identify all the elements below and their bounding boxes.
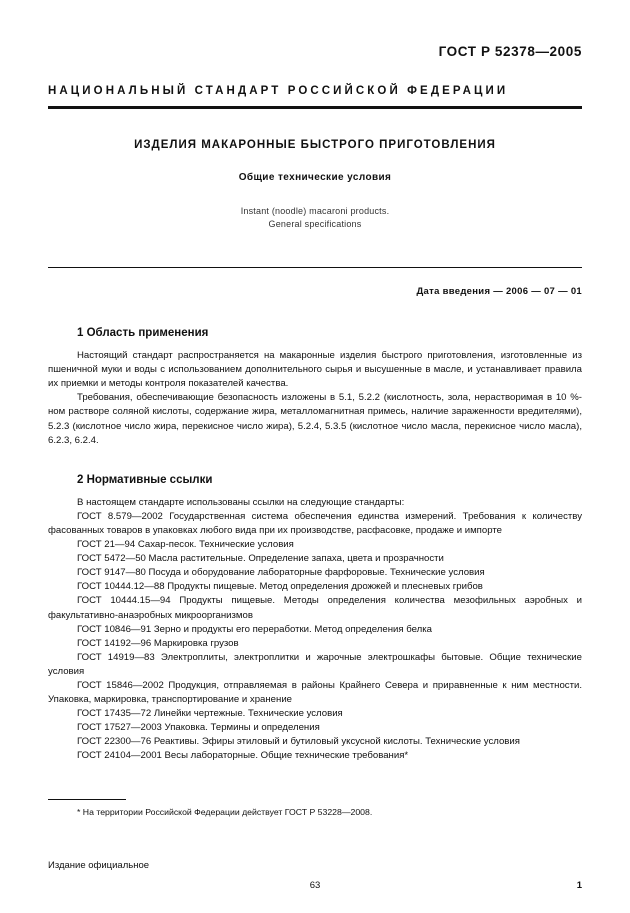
title-english-line1: Instant (noodle) macaroni products. <box>240 206 390 216</box>
list-item: ГОСТ 24104—2001 Весы лабораторные. Общие технические требования* <box>77 750 409 762</box>
list-item: ГОСТ 10444.12—88 Продукты пищевые. Метод определения дрожжей и плесневых грибов <box>77 581 483 593</box>
list-item: ГОСТ 5472—50 Масла растительные. Определение запаха, цвета и прозрачности <box>77 553 444 565</box>
title-divider <box>48 267 582 268</box>
footnote-block <box>48 799 582 817</box>
list-item: ГОСТ 21—94 Сахар-песок. Технические условия <box>77 539 294 551</box>
title-english <box>48 205 582 231</box>
page-number-right: 1 <box>576 880 582 891</box>
list-item: ГОСТ 8.579—2002 Государственная система обеспечения единства измерений. Требования к количеству фасованных товаров в упаковках любого вида при их производстве, расфасовке, продаже и импорте <box>48 510 582 536</box>
references-list <box>48 510 582 764</box>
effective-date: Дата введения — 2006 — 07 — 01 <box>416 286 582 298</box>
document-title: ИЗДЕЛИЯ МАКАРОННЫЕ БЫСТРОГО ПРИГОТОВЛЕНИЯ <box>134 139 496 151</box>
publication-note: Издание официальное <box>48 860 150 871</box>
page-number-center: 63 <box>309 880 321 891</box>
national-standard-line: НАЦИОНАЛЬНЫЙ СТАНДАРТ РОССИЙСКОЙ ФЕДЕРАЦИИ <box>48 85 509 97</box>
list-item: ГОСТ 17527—2003 Упаковка. Термины и определения <box>77 722 320 734</box>
footnote-divider <box>48 799 126 800</box>
references-intro: В настоящем стандарте использованы ссылки на следующие стандарты: <box>77 496 405 508</box>
document-number: ГОСТ Р 52378—2005 <box>438 44 582 59</box>
document-subtitle: Общие технические условия <box>238 172 392 183</box>
title-english-line2: General specifications <box>268 219 362 230</box>
scope-paragraph-2: Требования, обеспечивающие безопасность изложены в 5.1, 5.2.2 (кислотность, зола, нерастворимая в 10 %-ном растворе соляной кислоты, содержание жира, металломагнитная примесь, наличие зараженности вредителями), 5.2.3 (кислотное число жира, перекисное число жира), 5.2.4, 5.3.5 (кислотное число масла, перекисное число масла), 6.2.3, 6.2.4. <box>48 392 582 446</box>
title-block <box>48 139 582 231</box>
footnote-text: * На территории Российской Федерации действует ГОСТ Р 53228—2008. <box>77 807 373 817</box>
list-item: ГОСТ 15846—2002 Продукция, отправляемая в районы Крайнего Севера и приравненные к ним местности. Упаковка, маркировка, транспортирование и хранение <box>48 679 582 706</box>
list-item: ГОСТ 14919—83 Электроплиты, электроплитки и жарочные электрошкафы бытовые. Общие технические условия <box>48 651 582 677</box>
list-item: ГОСТ 17435—72 Линейки чертежные. Технические условия <box>77 708 343 720</box>
list-item: ГОСТ 10846—91 Зерно и продукты его переработки. Метод определения белка <box>77 623 432 635</box>
list-item: ГОСТ 22300—76 Реактивы. Эфиры этиловый и бутиловый уксусной кислоты. Технические условия <box>77 736 520 748</box>
list-item: ГОСТ 9147—80 Посуда и оборудование лабораторные фарфоровые. Технические условия <box>77 567 485 579</box>
list-item: ГОСТ 14192—96 Маркировка грузов <box>77 637 239 649</box>
page-footer <box>48 860 582 871</box>
section-heading-scope: 1 Область применения <box>77 327 209 340</box>
scope-paragraph-1: Настоящий стандарт распространяется на макаронные изделия быстрого приготовления, изготовленные из пшеничной муки и воды с использованием дополнительного сырья и высушенные в масле, и устанавливает правила их приемки и методы контроля показателей качества. <box>48 350 582 390</box>
list-item: ГОСТ 10444.15—94 Продукты пищевые. Методы определения количества мезофильных аэробных и факультативно-анаэробных микроорганизмов <box>48 595 582 621</box>
section-heading-references: 2 Нормативные ссылки <box>77 473 213 486</box>
header-divider <box>48 106 582 109</box>
